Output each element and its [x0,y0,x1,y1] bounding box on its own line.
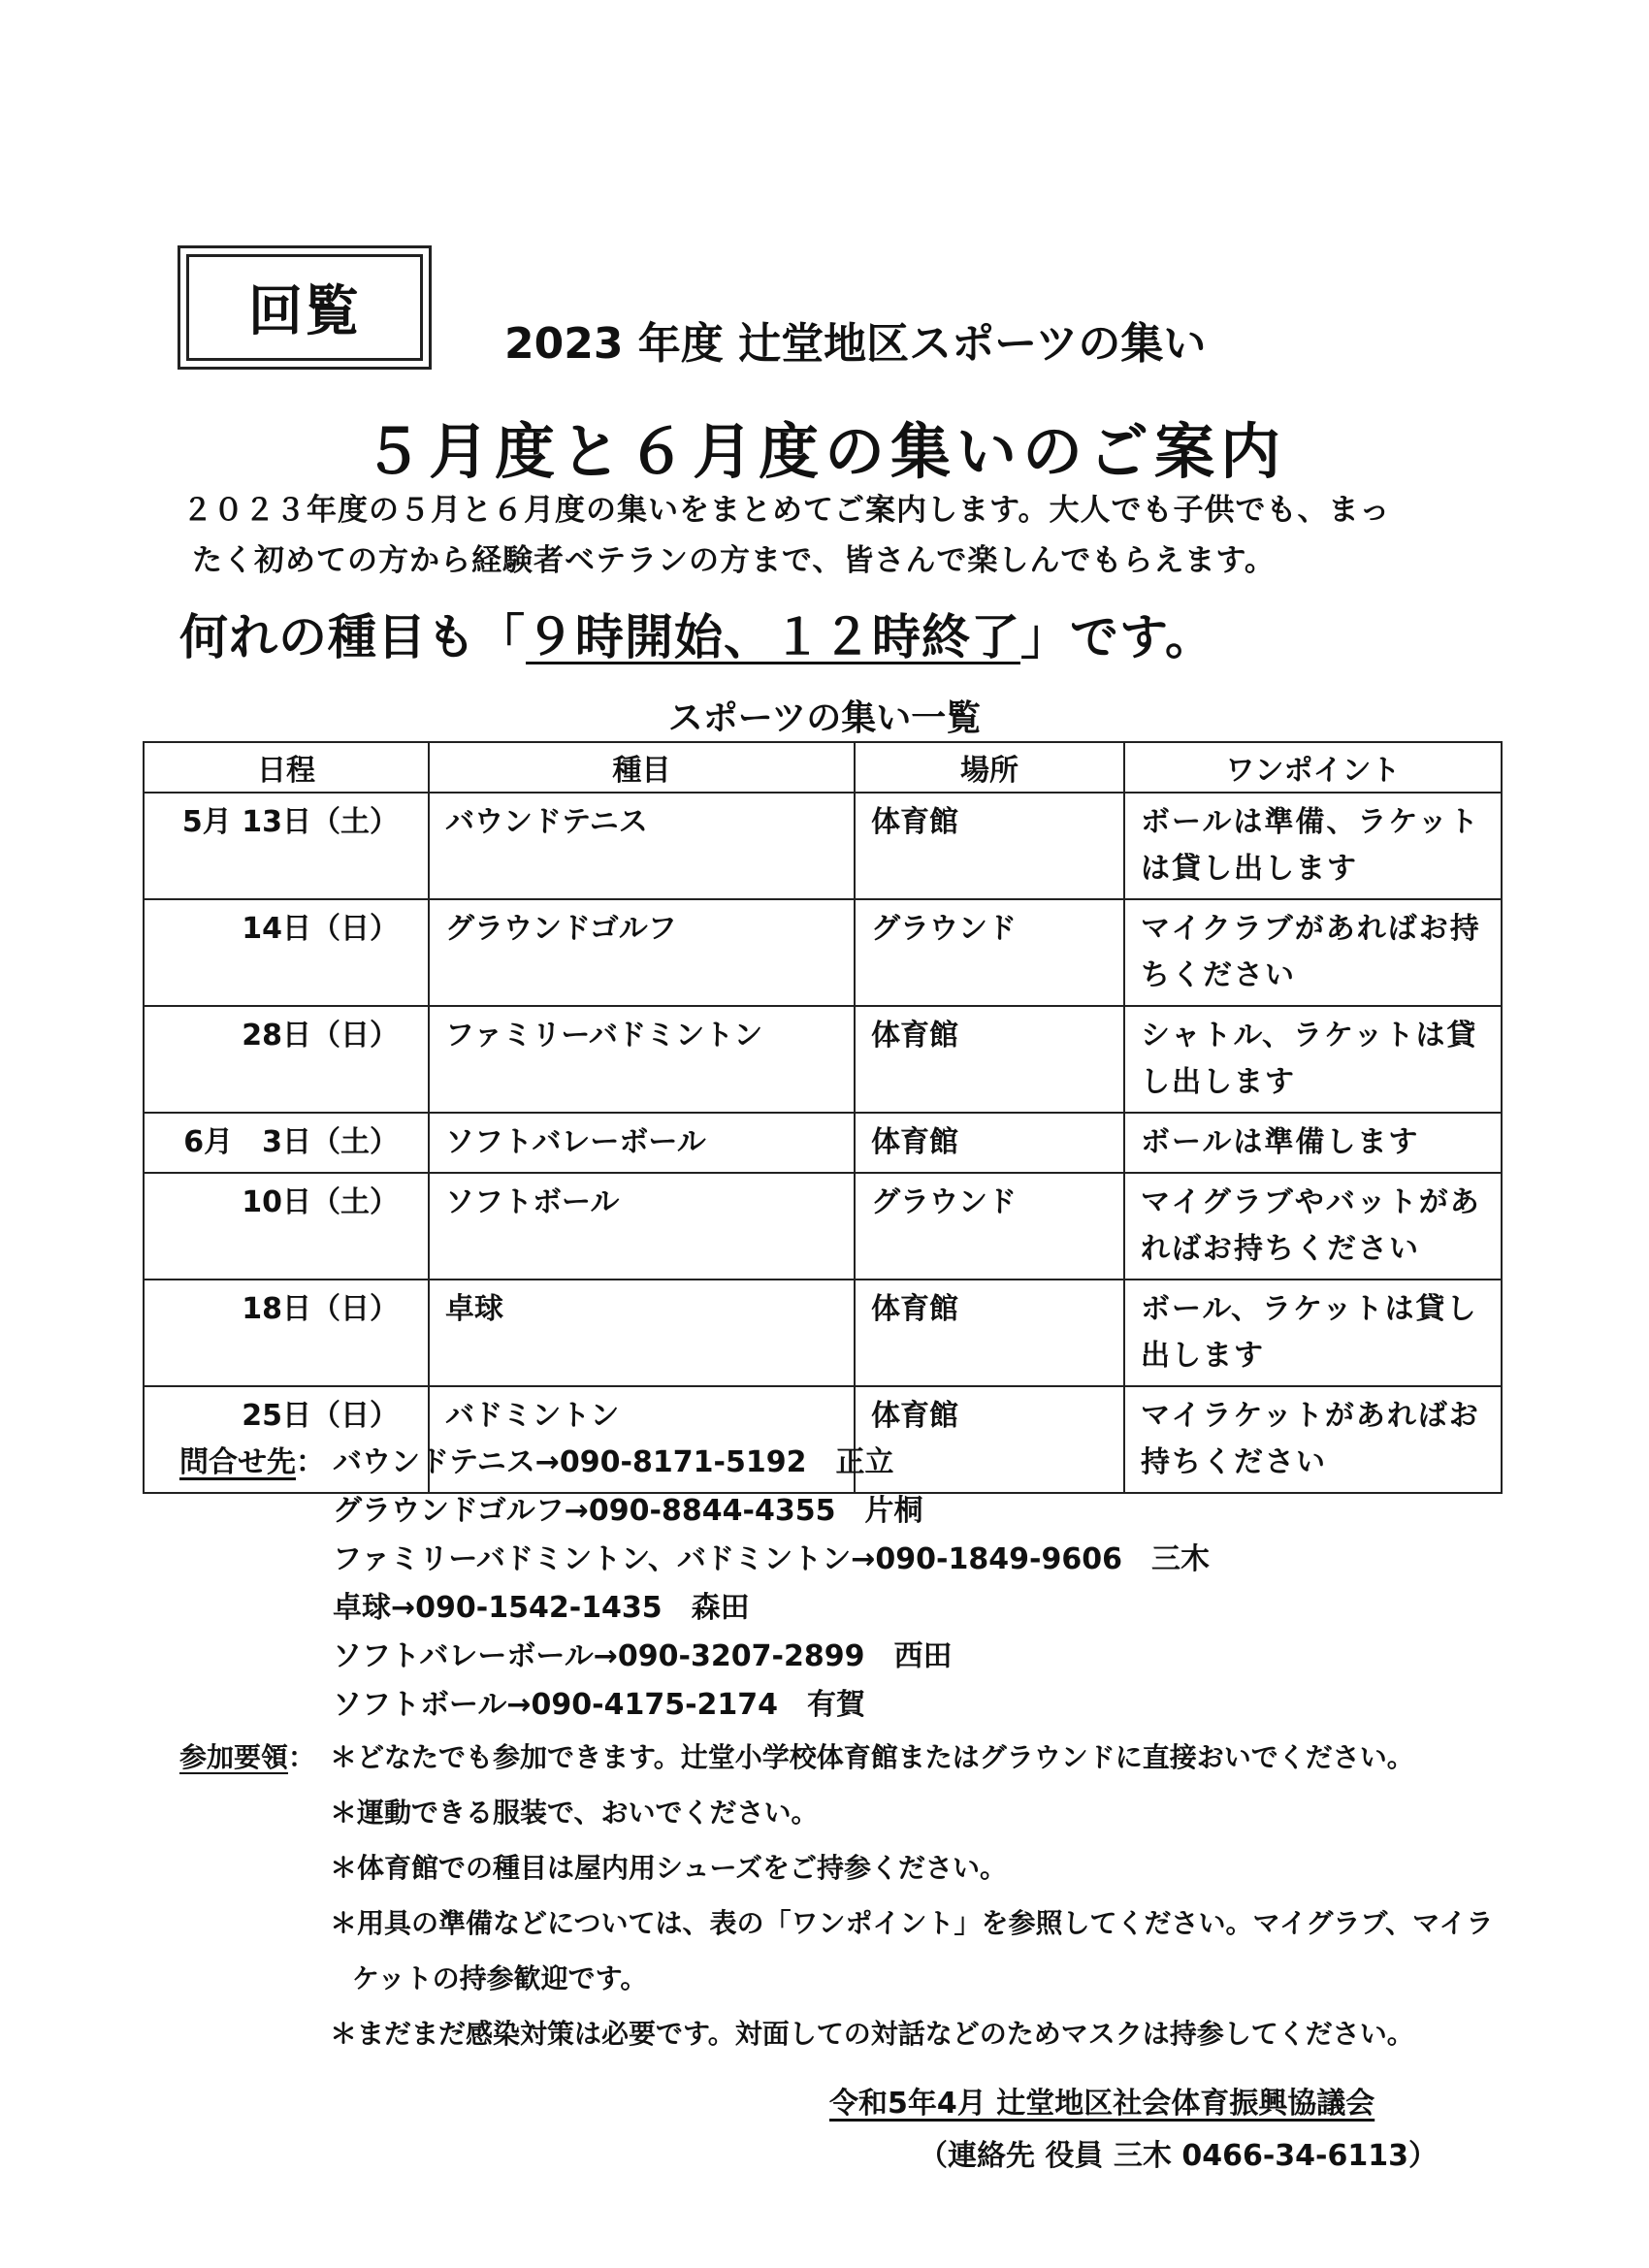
cell-place: グラウンド [855,899,1124,1006]
cell-event: ソフトボール [429,1173,855,1280]
intro-line: たく初めての方から経験者ベテランの方まで、皆さんで楽しんでもらえます。 [192,543,1276,578]
contact-line: グラウンドゴルフ→090-8844-4355 片桐 [333,1494,923,1528]
header-tip: ワンポイント [1124,742,1502,793]
footer-contact: （連絡先 役員 三木 0466-34-6113） [919,2139,1438,2173]
cell-date: 14日（日） [144,899,429,1006]
cell-tip: マイラケットがあればお持ちください [1124,1386,1502,1493]
cell-tip: シャトル、ラケットは貸し出します [1124,1006,1502,1113]
document-title: 2023 年度 辻堂地区スポーツの集い [504,319,1207,369]
cell-date: 18日（日） [144,1280,429,1386]
intro-line: ２０２３年度の５月と６月度の集いをまとめてご案内します。大人でも子供でも、まっ [182,493,1391,528]
participation-label: 参加要領 [179,1741,289,1773]
participation-line: ケットの持参歓迎です。 [352,1962,648,1994]
header-date: 日程 [144,742,429,793]
header-place: 場所 [855,742,1124,793]
cell-tip: ボール、ラケットは貸し出します [1124,1280,1502,1386]
contact-line: ファミリーバドミントン、バドミントン→090-1849-9606 三木 [333,1542,1210,1576]
table-title: スポーツの集い一覧 [667,698,982,738]
header-event: 種目 [429,742,855,793]
cell-place: グラウンド [855,1173,1124,1280]
cell-place: 体育館 [855,1113,1124,1173]
cell-place: 体育館 [855,1386,1124,1493]
cell-event: バドミントン [429,1386,855,1493]
document-subtitle: ５月度と６月度の集いのご案内 [362,416,1286,487]
cell-tip: ボールは準備します [1124,1113,1502,1173]
table-row [144,1173,1502,1280]
cell-event: バウンドテニス [429,793,855,899]
table-row [144,1006,1502,1113]
contact-line: ソフトバレーボール→090-3207-2899 西田 [333,1639,953,1673]
table-row [144,899,1502,1006]
cell-date: 6月 3日（土） [144,1113,429,1173]
contacts-label-row [179,1438,325,1480]
time-note [179,599,1214,668]
participation-line: ＊どなたでも参加できます。辻堂小学校体育館またはグラウンドに直接おいでください。 [330,1741,1414,1773]
cell-date: 5月 13日（土） [144,793,429,899]
cell-date: 10日（土） [144,1173,429,1280]
footer-organization: 令和5年4月 辻堂地区社会体育振興協議会 [829,2087,1375,2121]
cell-tip: マイグラブやバットがあればお持ちください [1124,1173,1502,1280]
contact-line: 卓球→090-1542-1435 森田 [333,1591,750,1625]
contacts-separator: ： [296,1445,325,1479]
cell-place: 体育館 [855,1006,1124,1113]
participation-line: ＊まだまだ感染対策は必要です。対面しての対話などのためマスクは持参してください。 [330,2018,1414,2050]
table-header-row [144,742,1502,793]
cell-date: 28日（日） [144,1006,429,1113]
participation-separator: ： [288,1741,316,1773]
cell-date: 25日（日） [144,1386,429,1493]
cell-place: 体育館 [855,793,1124,899]
contact-line: ソフトボール→090-4175-2174 有賀 [333,1688,866,1722]
cell-event: 卓球 [429,1280,855,1386]
events-table [143,741,1503,1494]
cell-event: ファミリーバドミントン [429,1006,855,1113]
cell-event: グラウンドゴルフ [429,899,855,1006]
table-row [144,793,1502,899]
table-row [144,1113,1502,1173]
contacts-label: 問合せ先 [179,1445,296,1479]
cell-place: 体育館 [855,1280,1124,1386]
time-note-prefix: 何れの種目も「 [179,609,526,665]
stamp-text: 回覧 [248,280,361,343]
participation-label-row [179,1736,315,1775]
cell-tip: マイクラブがあればお持ちください [1124,899,1502,1006]
intro-paragraph [182,485,1482,586]
participation-line: ＊用具の準備などについては、表の「ワンポイント」を参照してください。マイグラブ、マイラ [330,1907,1494,1939]
time-note-suffix: 」です。 [1020,609,1214,665]
contact-line: バウンドテニス→090-8171-5192 正立 [333,1445,894,1479]
time-note-highlight: ９時開始、１２時終了 [526,609,1020,665]
participation-line: ＊運動できる服装で、おいでください。 [330,1797,819,1829]
cell-event: ソフトバレーボール [429,1113,855,1173]
cell-tip: ボールは準備、ラケットは貸し出します [1124,793,1502,899]
circulation-stamp [178,245,432,370]
table-row [144,1280,1502,1386]
participation-line: ＊体育館での種目は屋内用シューズをご持参ください。 [330,1852,1008,1884]
